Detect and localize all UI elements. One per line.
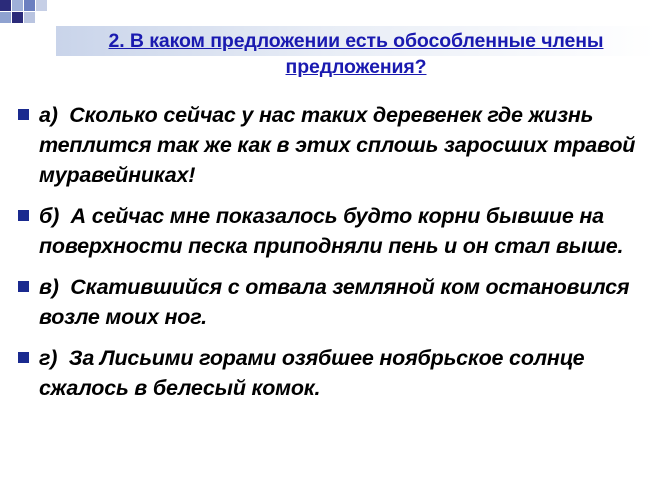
square-bullet-icon — [18, 352, 29, 363]
answer-text-a — [39, 100, 650, 190]
deco-block — [24, 0, 35, 11]
answer-body-b: А сейчас мне показалось будто корни бывшие на поверхности песка приподняли пень и он стал выше. — [39, 204, 624, 258]
answer-label-a: а) — [39, 103, 58, 127]
answer-label-b: б) — [39, 204, 60, 228]
decorative-pixel-blocks — [0, 0, 60, 26]
answer-body-d: За Лисьими горами озябшее ноябрьское солнце сжалось в белесый комок. — [39, 346, 585, 400]
list-item[interactable] — [18, 100, 650, 190]
answer-text-d — [39, 343, 650, 403]
page-title: 2. В каком предложении есть обособленные члены предложения? — [108, 30, 604, 78]
square-bullet-icon — [18, 210, 29, 221]
list-item[interactable] — [18, 201, 650, 261]
answer-label-c: в) — [39, 275, 59, 299]
deco-block — [12, 0, 23, 11]
answer-body-a: Сколько сейчас у нас таких деревенек где жизнь теплится так же как в этих сплошь заросших травой муравейниках! — [39, 103, 636, 187]
answer-body-c: Скатившийся с отвала земляной ком остановился возле моих ног. — [39, 275, 630, 329]
answer-label-d: г) — [39, 346, 58, 370]
list-item[interactable] — [18, 272, 650, 332]
list-item[interactable] — [18, 343, 650, 403]
answer-text-c — [39, 272, 650, 332]
title-container — [56, 24, 656, 80]
deco-block — [24, 12, 35, 23]
answer-list — [18, 100, 650, 414]
square-bullet-icon — [18, 109, 29, 120]
deco-block — [0, 12, 11, 23]
deco-block — [0, 0, 11, 11]
square-bullet-icon — [18, 281, 29, 292]
deco-block — [12, 12, 23, 23]
deco-block — [36, 0, 47, 11]
answer-text-b — [39, 201, 650, 261]
